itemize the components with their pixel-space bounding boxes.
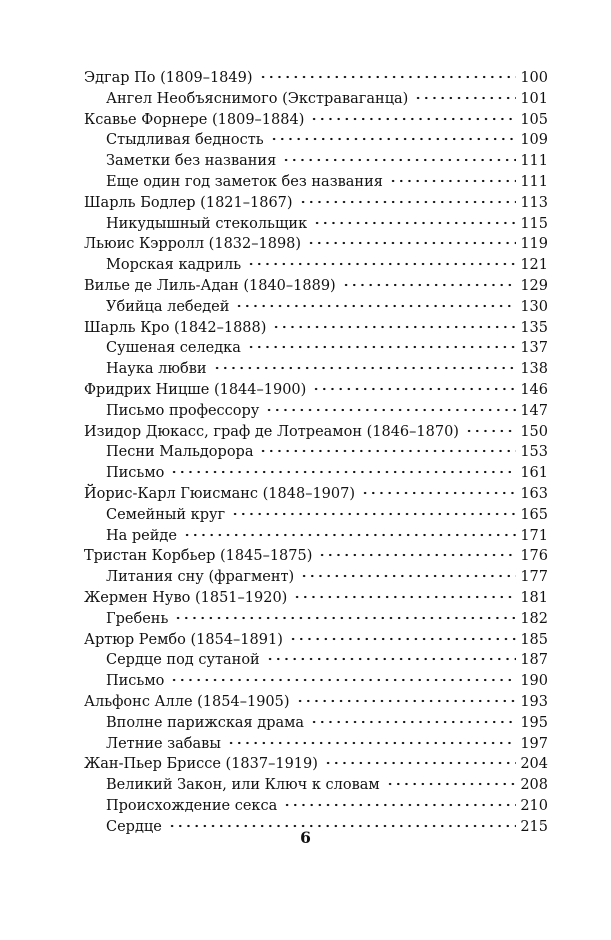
toc-entry-title: Происхождение секса (106, 797, 278, 814)
toc-entry-title: Фридрих Ницше (1844–1900) (84, 381, 307, 398)
toc-subentry (84, 214, 548, 235)
toc-entry (84, 588, 548, 609)
toc-subentry (84, 89, 548, 110)
dot-leader (183, 533, 516, 537)
toc-entry (84, 193, 548, 214)
toc-entry-title: Литания сну (фрагмент) (106, 569, 295, 586)
toc-subentry (84, 401, 548, 422)
dot-leader (170, 678, 516, 682)
dot-leader (213, 366, 517, 370)
toc-subentry (84, 671, 548, 692)
toc-entry-title: Жермен Нуво (1851–1920) (84, 589, 288, 606)
toc-entry (84, 234, 548, 255)
dot-leader (342, 283, 517, 287)
dot-leader (389, 179, 516, 183)
toc-entry-title: Изидор Дюкасс, граф де Лотреамон (1846–1870) (84, 423, 459, 440)
toc-entry-page: 100 (520, 70, 548, 86)
toc-entry-title: Письмо профессору (106, 402, 260, 419)
toc-entry-page: 146 (520, 381, 548, 398)
toc-entry (84, 68, 548, 89)
toc-entry (84, 546, 548, 567)
toc-entry-page: 215 (520, 818, 548, 835)
toc-entry-title: Йорис-Карл Гюисманс (1848–1907) (84, 485, 356, 502)
toc-entry-title: Сердце (106, 818, 162, 835)
toc-subentry (84, 505, 548, 526)
toc-entry-page: 135 (520, 319, 548, 336)
toc-subentry (84, 255, 548, 276)
toc-subentry (84, 130, 548, 151)
toc-subentry (84, 609, 548, 630)
toc-entry-page: 115 (520, 215, 548, 232)
toc-entry-page: 138 (520, 361, 548, 378)
toc-entry-page: 121 (520, 257, 548, 274)
toc-entry-page: 129 (520, 277, 548, 294)
toc-subentry (84, 650, 548, 671)
dot-leader (266, 657, 517, 661)
toc-entry (84, 692, 548, 713)
page-number: 6 (300, 828, 311, 847)
dot-leader (259, 75, 517, 79)
table-of-contents (84, 68, 548, 837)
toc-entry-page: 137 (520, 340, 548, 357)
dot-leader (231, 512, 516, 516)
toc-entry-page: 119 (520, 236, 548, 253)
dot-leader (227, 741, 516, 745)
dot-leader (318, 553, 516, 557)
toc-entry-title: Тристан Корбьер (1845–1875) (84, 548, 313, 565)
toc-entry-title: Альфонс Алле (1854–1905) (84, 693, 290, 710)
toc-subentry (84, 775, 548, 796)
toc-entry-title: Вполне парижская драма (106, 714, 305, 731)
toc-entry-title: Шарль Бодлер (1821–1867) (84, 194, 293, 211)
toc-entry-title: На рейде (106, 527, 177, 544)
toc-subentry (84, 734, 548, 755)
dot-leader (293, 595, 516, 599)
toc-subentry (84, 567, 548, 588)
toc-entry-page: 185 (520, 631, 548, 648)
toc-entry (84, 318, 548, 339)
toc-entry-title: Убийца лебедей (106, 298, 230, 315)
toc-entry-title: Сердце под сутаной (106, 652, 260, 669)
dot-leader (170, 470, 516, 474)
toc-entry-title: Великий Закон, или Ключ к словам (106, 777, 380, 794)
toc-entry-title: Артюр Рембо (1854–1891) (84, 631, 283, 648)
toc-entry-title: Заметки без названия (106, 153, 277, 170)
toc-entry-page: 130 (520, 298, 548, 315)
dot-leader (259, 449, 516, 453)
toc-subentry (84, 359, 548, 380)
toc-entry-page: 208 (520, 777, 548, 794)
dot-leader (307, 241, 516, 245)
toc-entry-page: 111 (520, 153, 548, 170)
dot-leader (361, 491, 516, 495)
toc-entry-title: Летние забавы (106, 735, 221, 752)
toc-entry (84, 754, 548, 775)
toc-entry (84, 276, 548, 297)
toc-entry-page: 171 (520, 527, 548, 544)
toc-entry-title: Наука любви (106, 361, 207, 378)
dot-leader (247, 345, 516, 349)
toc-entry (84, 630, 548, 651)
toc-entry-title: Эдгар По (1809–1849) (84, 70, 253, 86)
dot-leader (282, 158, 516, 162)
toc-entry-page: 197 (520, 735, 548, 752)
dot-leader (272, 325, 516, 329)
toc-entry-page: 105 (520, 111, 548, 128)
toc-subentry (84, 338, 548, 359)
toc-entry-title: Еще один год заметок без названия (106, 173, 383, 190)
toc-entry-page: 182 (520, 610, 548, 627)
toc-entry-title: Ангел Необъяснимого (Экстраваганца) (106, 90, 409, 107)
toc-entry-page: 101 (520, 90, 548, 107)
toc-entry-title: Никудышный стекольщик (106, 215, 308, 232)
toc-subentry (84, 151, 548, 172)
toc-entry-page: 150 (520, 423, 548, 440)
dot-leader (386, 782, 517, 786)
toc-entry-page: 193 (520, 693, 548, 710)
toc-subentry (84, 713, 548, 734)
toc-entry-title: Вилье де Лиль-Адан (1840–1889) (84, 277, 336, 294)
toc-entry-title: Песни Мальдорора (106, 444, 254, 461)
toc-entry-title: Сушеная селедка (106, 340, 241, 357)
toc-entry-title: Гребень (106, 610, 169, 627)
toc-entry-page: 111 (520, 173, 548, 190)
dot-leader (289, 637, 516, 641)
toc-entry-page: 187 (520, 652, 548, 669)
dot-leader (235, 304, 516, 308)
dot-leader (283, 803, 516, 807)
toc-entry (84, 484, 548, 505)
dot-leader (465, 429, 516, 433)
toc-subentry (84, 526, 548, 547)
dot-leader (299, 200, 517, 204)
toc-entry-title: Письмо (106, 673, 165, 690)
toc-entry (84, 110, 548, 131)
toc-entry (84, 380, 548, 401)
dot-leader (247, 262, 516, 266)
toc-entry-page: 161 (520, 465, 548, 482)
toc-entry-page: 109 (520, 132, 548, 149)
toc-subentry (84, 172, 548, 193)
toc-entry-title: Шарль Кро (1842–1888) (84, 319, 267, 336)
toc-subentry (84, 463, 548, 484)
toc-entry-page: 147 (520, 402, 548, 419)
toc-entry-title: Письмо (106, 465, 165, 482)
toc-entry (84, 422, 548, 443)
toc-entry-page: 113 (520, 194, 548, 211)
toc-entry-title: Жан-Пьер Бриссе (1837–1919) (84, 756, 318, 773)
dot-leader (265, 408, 516, 412)
dot-leader (296, 699, 517, 703)
dot-leader (313, 221, 516, 225)
toc-entry-page: 177 (520, 569, 548, 586)
toc-entry-title: Льюис Кэрролл (1832–1898) (84, 236, 302, 253)
dot-leader (270, 137, 517, 141)
toc-entry-title: Морская кадриль (106, 257, 242, 274)
dot-leader (310, 117, 516, 121)
dot-leader (174, 616, 516, 620)
toc-entry-title: Стыдливая бедность (106, 132, 264, 149)
dot-leader (324, 761, 516, 765)
toc-entry-page: 181 (520, 589, 548, 606)
toc-entry-page: 165 (520, 506, 548, 523)
toc-entry-page: 176 (520, 548, 548, 565)
toc-subentry (84, 796, 548, 817)
toc-entry-page: 153 (520, 444, 548, 461)
toc-entry-title: Ксавье Форнере (1809–1884) (84, 111, 305, 128)
toc-entry-page: 195 (520, 714, 548, 731)
toc-subentry (84, 442, 548, 463)
dot-leader (310, 720, 516, 724)
toc-entry-page: 204 (520, 756, 548, 773)
dot-leader (312, 387, 516, 391)
dot-leader (414, 96, 516, 100)
dot-leader (300, 574, 516, 578)
toc-entry-page: 210 (520, 797, 548, 814)
toc-subentry (84, 297, 548, 318)
toc-entry-title: Семейный круг (106, 506, 226, 523)
toc-entry-page: 190 (520, 673, 548, 690)
toc-entry-page: 163 (520, 485, 548, 502)
